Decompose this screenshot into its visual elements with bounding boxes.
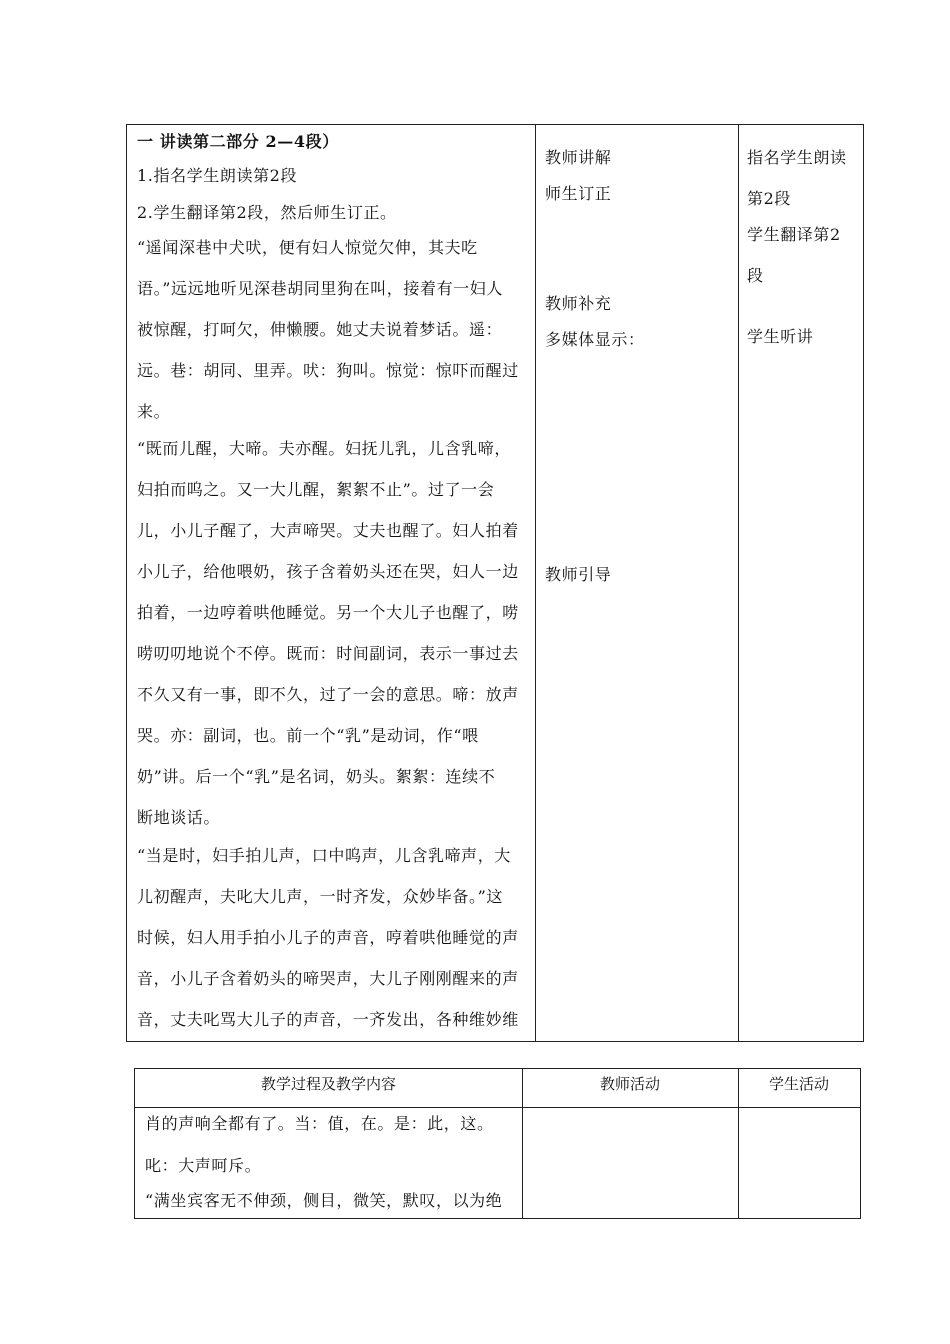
teacher-activity: 多媒体显示： (545, 330, 645, 349)
content-line: 语。”远远地听见深巷胡同里狗在叫，接着有一妇人 (137, 279, 503, 298)
content-line: 拍着，一边哼着哄他睡觉。另一个大儿子也醒了，唠 (137, 603, 519, 622)
student-activity: 学生翻译第2 (747, 225, 841, 244)
content-line: 2.学生翻译第2段，然后师生订正。 (137, 203, 397, 222)
content-line: 1.指名学生朗读第2段 (137, 166, 298, 185)
column-divider (738, 125, 739, 1041)
content-line: 时候，妇人用手拍小儿子的声音，哼着哄他睡觉的声 (137, 928, 519, 947)
student-activity: 指名学生朗读 (747, 148, 847, 167)
teacher-activity: 教师引导 (545, 565, 612, 584)
content-line: 儿初醒声，夫叱大儿声，一时齐发，众妙毕备。”这 (137, 887, 503, 906)
content-line: 哭。亦：副词，也。前一个“乳”是动词，作“喂 (137, 726, 479, 745)
content-line: 断地谈话。 (137, 808, 221, 827)
lesson-table-top (126, 124, 864, 1042)
content-line: 叱：大声呵斥。 (145, 1156, 262, 1175)
teacher-activity: 教师补充 (545, 294, 612, 313)
header-divider (135, 1107, 860, 1108)
content-line: 远。巷：胡同、里弄。吠：狗叫。惊觉：惊吓而醒过 (137, 361, 519, 380)
content-line: 不久又有一事，即不久，过了一会的意思。啼：放声 (137, 685, 519, 704)
student-activity: 学生听讲 (747, 327, 814, 346)
column-divider (535, 125, 536, 1041)
teacher-activity: 教师讲解 (545, 148, 612, 167)
content-line: 小儿子，给他喂奶，孩子含着奶头还在哭，妇人一边 (137, 562, 519, 581)
content-line: 儿，小儿子醒了，大声啼哭。丈夫也醒了。妇人拍着 (137, 521, 519, 540)
teacher-activity: 师生订正 (545, 184, 612, 203)
content-line: 被惊醒，打呵欠，伸懒腰。她丈夫说着梦话。遥： (137, 320, 503, 339)
content-line: 音，小儿子含着奶头的啼哭声，大儿子刚刚醒来的声 (137, 969, 519, 988)
content-line: “既而儿醒，大啼。夫亦醒。妇抚儿乳，儿含乳啼， (137, 439, 511, 458)
content-line: “遥闻深巷中犬吠，便有妇人惊觉欠伸，其夫吃 (137, 238, 478, 257)
student-activity: 段 (747, 266, 764, 285)
content-line: “当是时，妇手拍儿声，口中呜声，儿含乳啼声，大 (137, 846, 511, 865)
header-teacher-activity: 教师活动 (599, 1075, 660, 1093)
section-heading: 一 讲读第二部分 2—4段） (137, 132, 339, 151)
content-line: 奶”讲。后一个“乳”是名词，奶头。絮絮：连续不 (137, 767, 496, 786)
content-line: 来。 (137, 402, 171, 421)
lesson-table-bottom (134, 1068, 861, 1219)
content-line: 唠叨叨地说个不停。既而：时间副词，表示一事过去 (137, 644, 519, 663)
header-student-activity: 学生活动 (768, 1075, 829, 1093)
content-line: “满坐宾客无不伸颈，侧目，微笑，默叹，以为绝 (145, 1191, 503, 1210)
content-line: 音，丈夫叱骂大儿子的声音，一齐发出，各种维妙维 (137, 1010, 519, 1029)
content-line: 肖的声响全都有了。当：值，在。是：此，这。 (145, 1114, 494, 1133)
header-content: 教学过程及教学内容 (260, 1075, 396, 1093)
student-activity: 第2段 (747, 189, 791, 208)
content-line: 妇拍而呜之。又一大儿醒，絮絮不止”。过了一会 (137, 480, 495, 499)
